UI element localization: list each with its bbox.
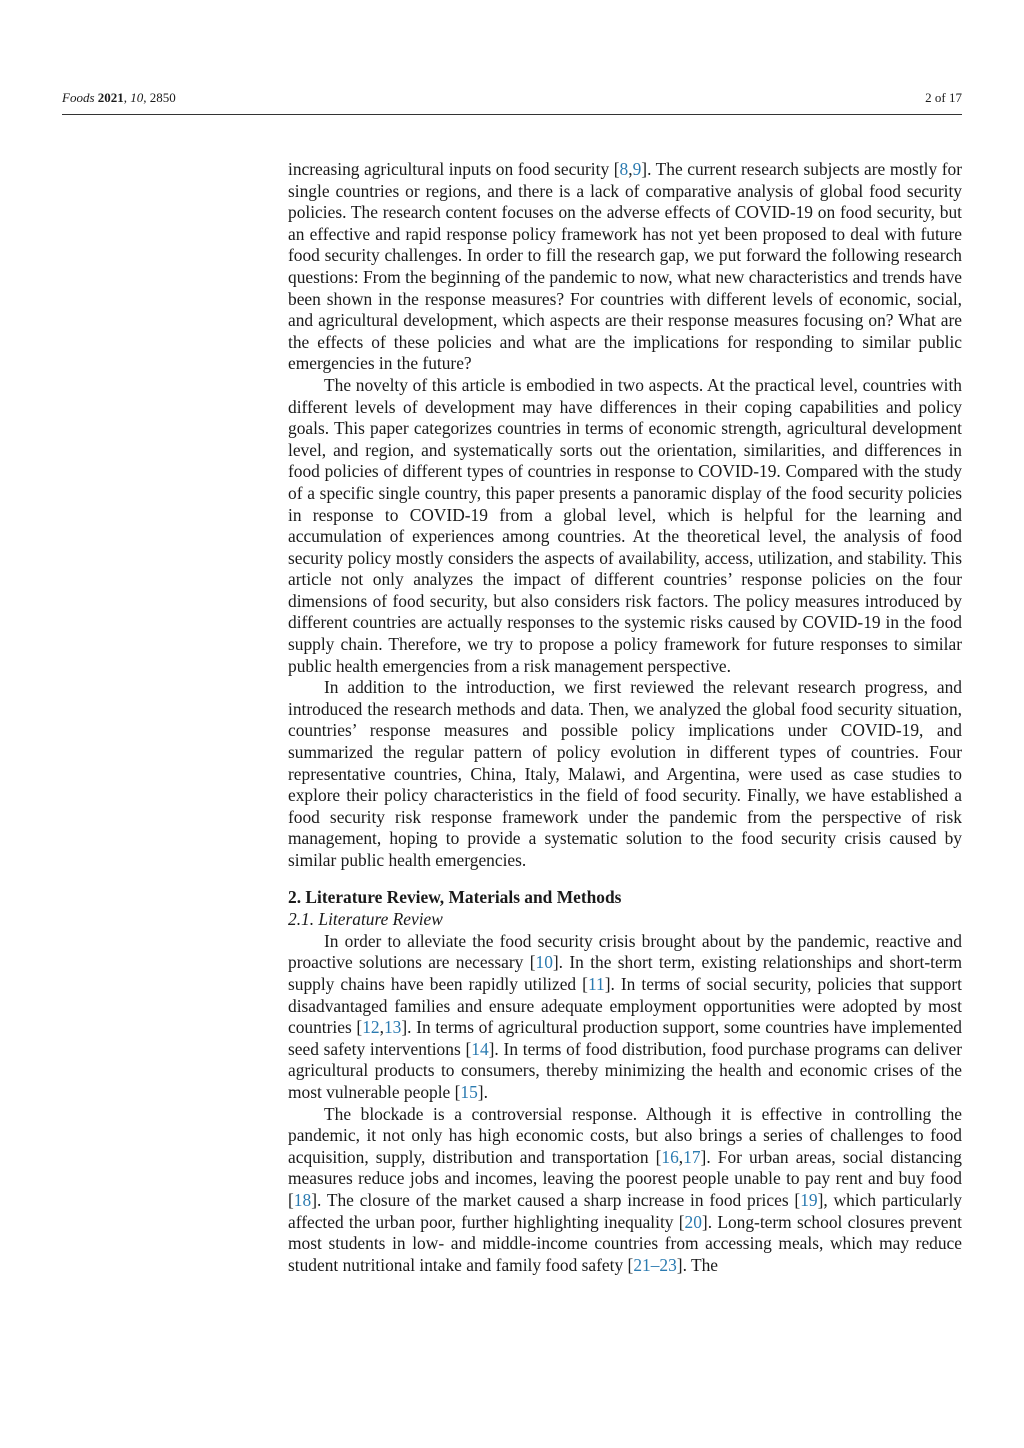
- page-number: 2 of 17: [925, 90, 962, 105]
- journal-volume: 10: [130, 90, 144, 105]
- paragraph-text: ,: [628, 159, 633, 179]
- section-paragraphs: [288, 931, 962, 1277]
- paragraph-text: ]. Long-term school closures prevent most students in low- and middle-income countries from accessing meals, which may reduce student nutritional intake and family food safety [: [288, 1211, 962, 1275]
- citation-link[interactable]: 18: [293, 1189, 312, 1210]
- citation-link[interactable]: 9: [632, 159, 642, 179]
- paragraph-text: ]. The current research subjects are mostly for single countries or regions, and there is a lack of comparative analysis of global food security policies. The research content focuses on the adverse effects of COVID-19 on food security, but an effective and rapid response policy framework has not yet been proposed to deal with future food security challenges. In order to fill the research gap, we put forward the following research questions: From the beginning of the pandemic to now, what new characteristics and trends have been shown in the response measures? For countries with different levels of economic, social, and agricultural development, which aspects are their response measures focusing on? What are the effects of these policies and what are the implications for responding to similar public emergencies in the future?: [288, 159, 962, 374]
- paragraph-text: The novelty of this article is embodied in two aspects. At the practical level, countries with different levels of development may have differences in their coping capabilities and policy goals. This paper categorizes countries in terms of economic strength, agricultural development level, and region, and systematically sorts out the orientation, similarities, and differences in food policies of different types of countries in response to COVID-19. Compared with the study of a specific single country, this paper presents a panoramic display of the food security policies in response to COVID-19 from a global level, which is helpful for the learning and accumulation of experiences among countries. At the theoretical level, the analysis of food security policy mostly considers the aspects of availability, access, utilization, and stability. This article not only analyzes the impact of different countries’ response policies on the four dimensions of food security, but also considers risk factors. The policy measures introduced by different countries are actually responses to the systemic risks caused by COVID-19 in the food supply chain. Therefore, we try to propose a policy framework for future responses to similar public health emergencies from a risk management perspective.: [288, 374, 962, 676]
- citation-link[interactable]: 10: [535, 952, 553, 973]
- journal-year: 2021: [97, 90, 124, 105]
- citation-link[interactable]: 20: [684, 1211, 702, 1232]
- article-body: [288, 159, 962, 1276]
- paragraph-text: In addition to the introduction, we first reviewed the relevant research progress, and introduced the research methods and data. Then, we analyzed the global food security situation, countries’ response measures and possible policy implications under COVID-19, and summarized the regular pattern of policy evolution in different types of countries. Four representative countries, China, Italy, Malawi, and Argentina, were used as case studies to explore their policy characteristics in the field of food security. Finally, we have established a food security risk response framework under the pandemic from the perspective of risk management, hoping to provide a systematic solution to the food security crisis caused by similar public health emergencies.: [288, 677, 962, 870]
- citation-link[interactable]: 13: [383, 1017, 402, 1038]
- journal-name: Foods: [62, 90, 95, 105]
- article-number: , 2850: [143, 90, 176, 105]
- paragraph-text: ], which particularly affected the urban poor, further highlighting inequality [: [288, 1189, 962, 1232]
- paragraph-text: ]. The: [676, 1254, 719, 1275]
- citation-link[interactable]: 14: [471, 1038, 489, 1059]
- paragraph-text: increasing agricultural inputs on food security [: [288, 159, 620, 179]
- citation-link[interactable]: 21–23: [633, 1254, 677, 1275]
- paragraph-p3: [288, 677, 962, 871]
- paragraph-text: ]. In the short term, existing relationships and short-term supply chains have been rapidly utilized [: [288, 952, 962, 994]
- citation-link[interactable]: 8: [619, 159, 629, 179]
- paragraph-text: In order to alleviate the food security crisis brought about by the pandemic, reactive and proactive solutions are necessary [: [288, 930, 962, 973]
- paragraph-text: ]. In terms of food distribution, food purchase programs can deliver agricultural products to consumers, thereby minimizing the health and economic crises of the most vulnerable people [: [288, 1038, 963, 1102]
- paragraph-text: The blockade is a controversial response. Although it is effective in controlling the pandemic, it not only has high economic costs, but also brings a series of challenges to food acquisition, supply, distribution and transportation [: [288, 1103, 962, 1167]
- paragraph-p2: [288, 375, 962, 677]
- header-rule: [62, 114, 962, 115]
- paragraph-text: ]. For urban areas, social distancing measures reduce jobs and incomes, leaving the poorest people unable to pay rent and buy food [: [288, 1146, 962, 1210]
- citation-link[interactable]: 17: [683, 1146, 701, 1167]
- paragraph-text: ]. In terms of social security, policies that support disadvantaged families and ensure adequate employment opportunities were adopted by most countries [: [288, 973, 962, 1038]
- running-header: [62, 90, 962, 106]
- paragraph-p5: [288, 1104, 962, 1277]
- paragraph-p4: [288, 931, 962, 1104]
- paragraph-text: ]. In terms of agricultural production support, some countries have implemented seed safety interventions [: [288, 1017, 962, 1059]
- citation-link[interactable]: 16: [661, 1146, 679, 1167]
- paragraph-p1: [288, 159, 962, 375]
- intro-paragraphs: [288, 159, 962, 872]
- journal-citation: Foods 2021, 10, 2850: [62, 90, 176, 105]
- citation-link[interactable]: 12: [362, 1017, 380, 1038]
- citation-link[interactable]: 19: [800, 1189, 818, 1210]
- paragraph-text: ,: [678, 1146, 684, 1167]
- paragraph-text: ,: [379, 1017, 384, 1038]
- paragraph-text: ]. The closure of the market caused a sharp increase in food prices [: [311, 1189, 801, 1210]
- section-heading: 2. Literature Review, Materials and Methods: [288, 886, 622, 907]
- paragraph-text: ].: [477, 1081, 488, 1102]
- subsection-heading: 2.1. Literature Review: [288, 909, 443, 930]
- citation-link[interactable]: 15: [460, 1081, 478, 1102]
- citation-link[interactable]: 11: [587, 973, 605, 994]
